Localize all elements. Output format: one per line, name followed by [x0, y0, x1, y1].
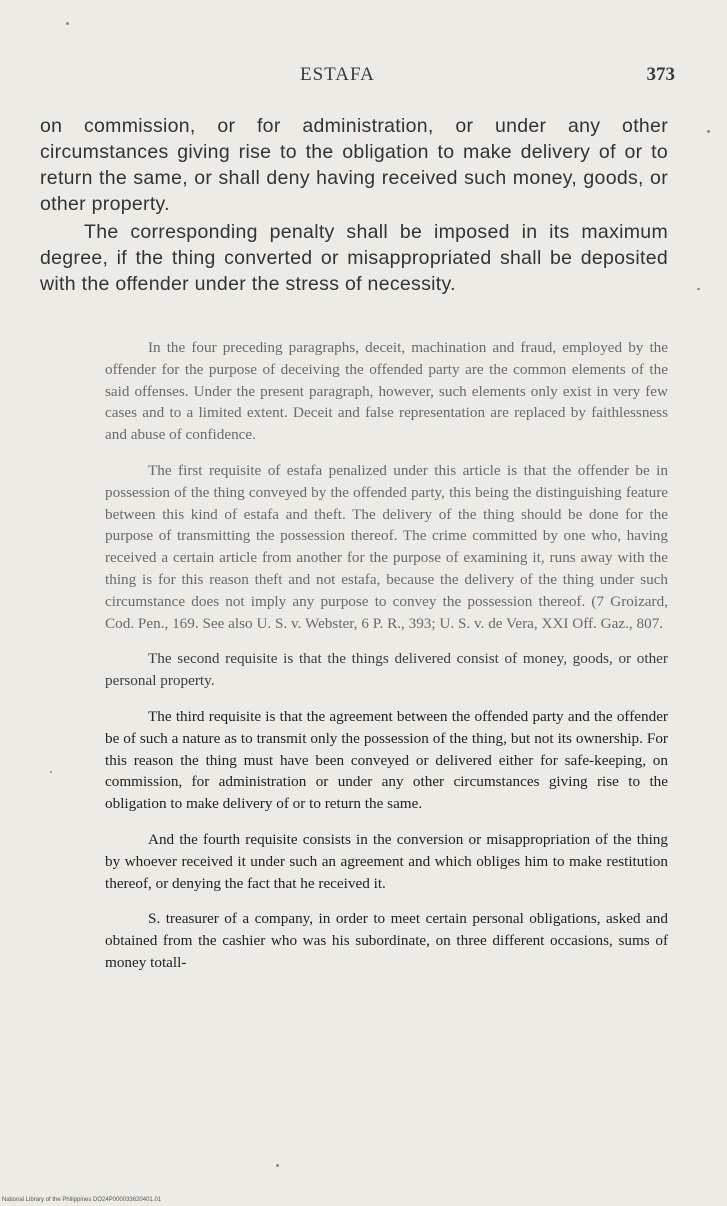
scan-speck: [697, 288, 700, 290]
commentary-section: [105, 337, 668, 988]
running-head: [0, 64, 727, 94]
commentary-paragraph: S. treasurer of a company, in order to meet certain personal obligations, asked and obtained from the cashier who was his subordinate, on three different occasions, sums of money totall-: [105, 910, 668, 971]
commentary-paragraph: The first requisite of estafa penalized under this article is that the offender be in possession of the thing conveyed by the offended party, this being the distinguishing feature between this kind of estafa and theft. The delivery of the thing should be done for the purpose of transmitting the possession thereof. The crime committed by one who, having received a certain article from another for the purpose of examining it, runs away with the thing is for this reason theft and not estafa, because the delivery of the thing under such circumstance does not imply any purpose to convey the possession thereof. (7 Groizard, Cod. Pen., 169. See also U. S. v. Webster, 6 P. R., 393; U. S. v. de Vera, XXI Off. Gaz., 807.: [105, 461, 668, 632]
commentary-paragraph: The third requisite is that the agreement between the offended party and the offender be of such a nature as to transmit only the possession of the thing, but not its ownership. For this reason the thing must have been conveyed or delivered either for safe-keeping, on commission, for administration or under any other circumstances giving rise to the obligation to make delivery of or to return the same.: [105, 707, 668, 813]
scan-speck: [66, 22, 69, 25]
statute-paragraph: The corresponding penalty shall be imposed in its maximum degree, if the thing converted or misappropriated shall be deposited with the offender under the stress of necessity.: [40, 221, 668, 295]
statute-paragraph: on commission, or for administration, or under any other circumstances giving rise to the obligation to make delivery of or to return the same, or shall deny having received such money, goods, or other property.: [40, 115, 668, 215]
scan-speck: [276, 1164, 279, 1167]
scan-speck: [50, 771, 52, 773]
statute-text: [40, 113, 668, 297]
commentary-paragraph: And the fourth requisite consists in the conversion or misappropriation of the thing by whoever received it under such an agreement and which obliges him to make restitution thereof, or denying the fact that he received it.: [105, 830, 668, 892]
scan-speck: [707, 130, 710, 133]
commentary-paragraph: In the four preceding paragraphs, deceit, machination and fraud, employed by the offender for the purpose of deceiving the offended party are the common elements of the said offenses. Under the present paragraph, however, such elements only exist in very few cases and to a limited extent. Deceit and false representation are replaced by faithlessness and abuse of confidence.: [105, 339, 668, 444]
page-number: 373: [646, 64, 675, 85]
scan-credit: National Library of the Philippines DO24P000033620401.01: [2, 1197, 162, 1203]
commentary-paragraph: The second requisite is that the things delivered consist of money, goods, or other personal property.: [105, 650, 668, 690]
running-title: ESTAFA: [300, 64, 375, 85]
